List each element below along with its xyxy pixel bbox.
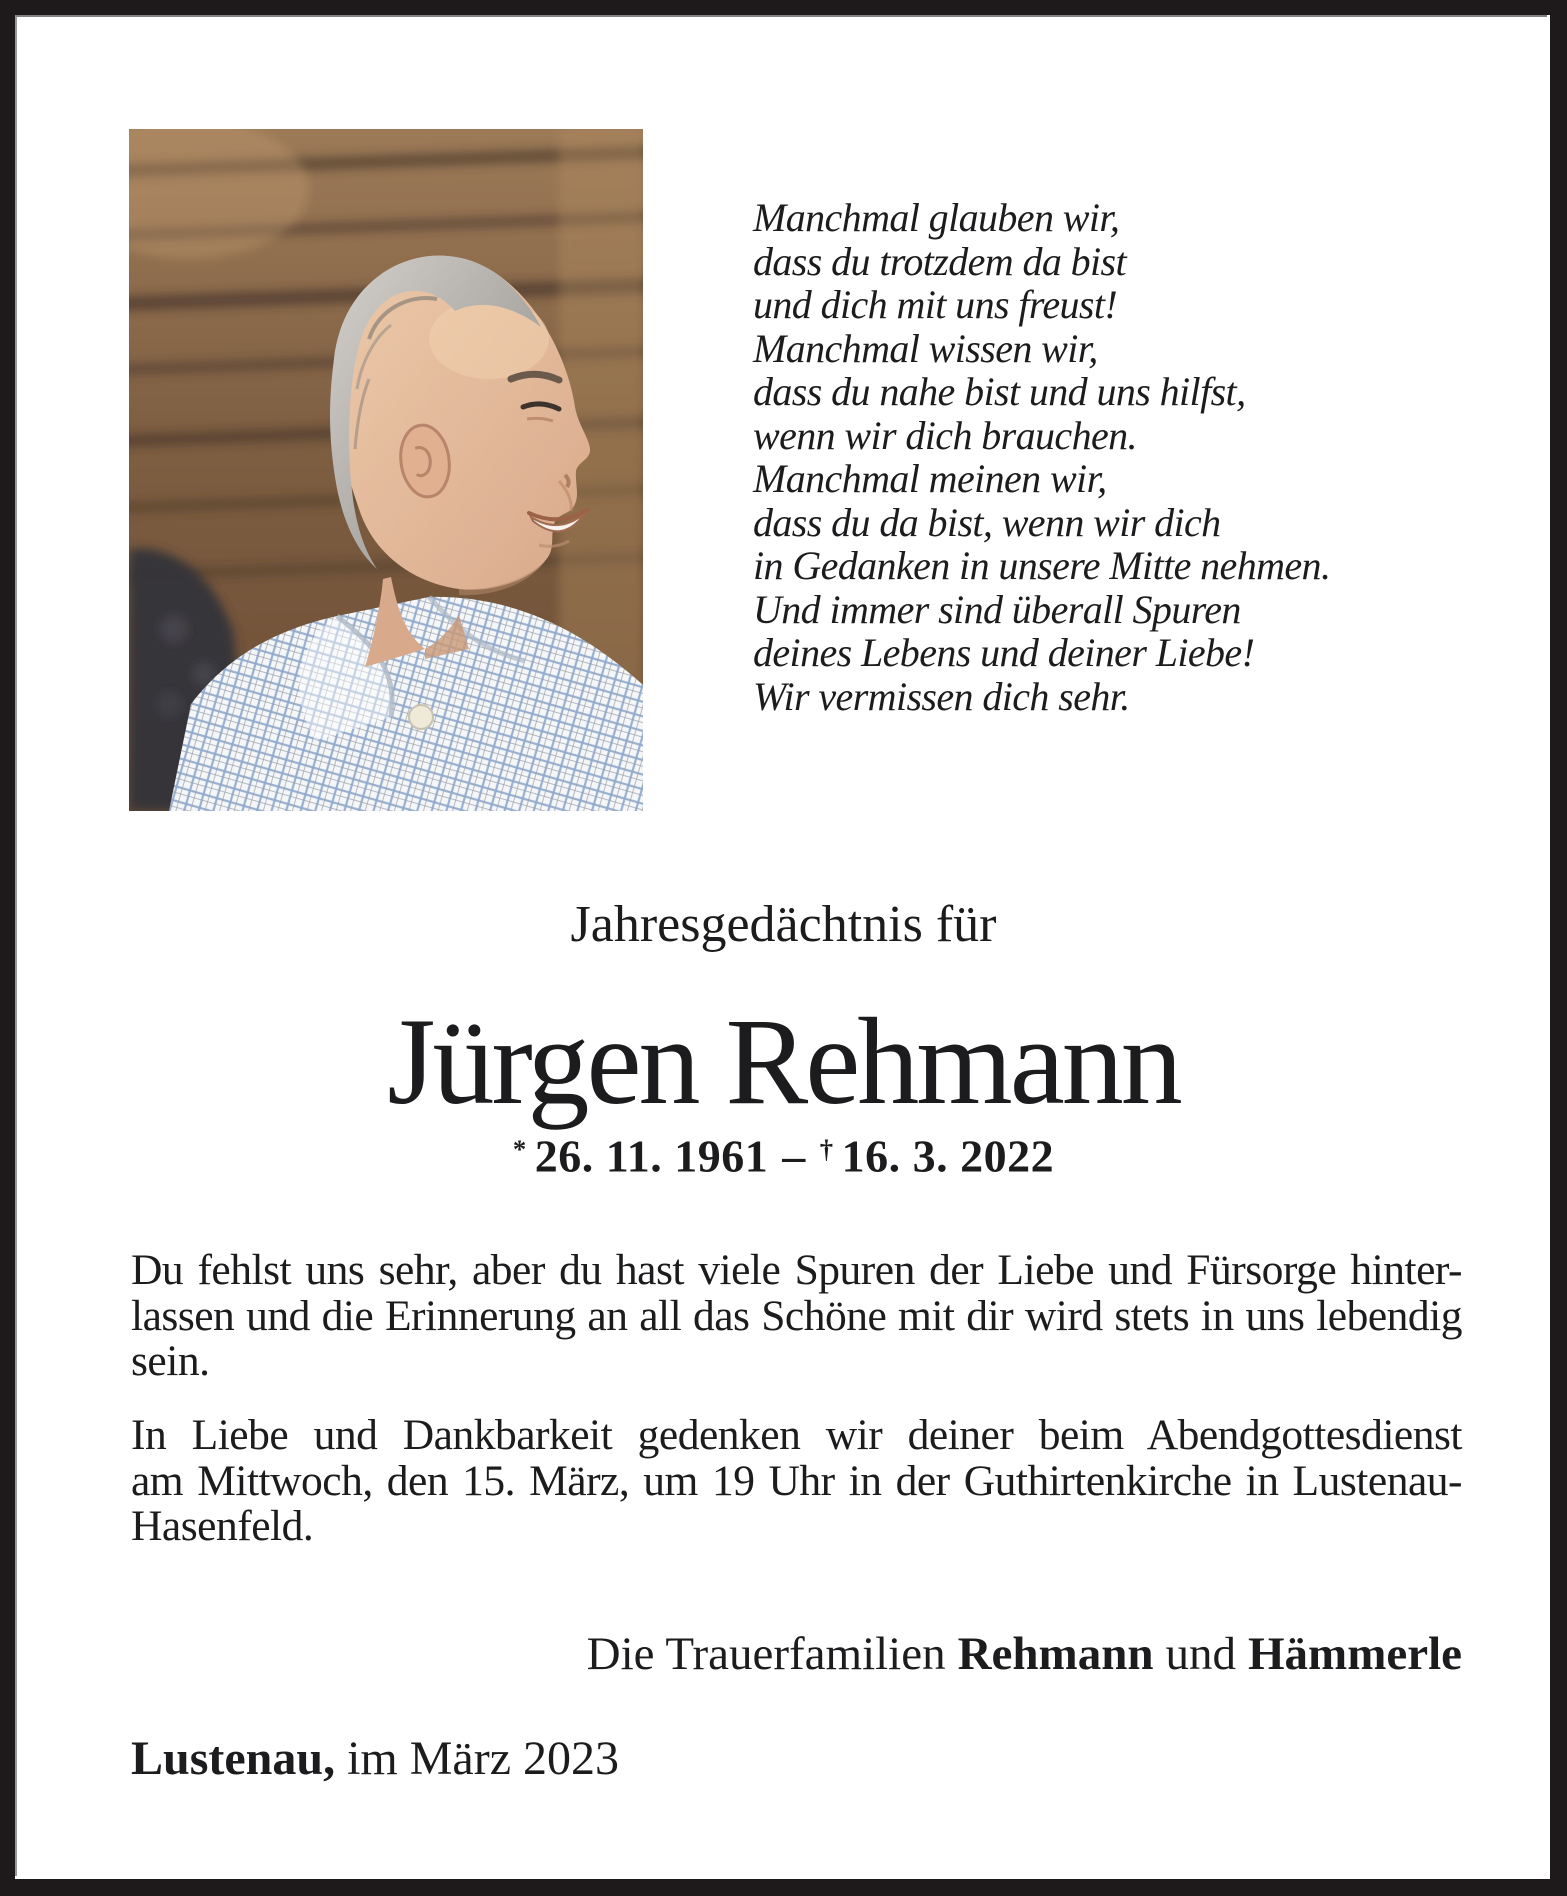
- place-name: Lustenau,: [131, 1732, 336, 1785]
- dates-separator: –: [782, 1130, 806, 1182]
- text-line: dass du da bist, wenn wir dich: [753, 499, 1221, 545]
- family-name-haemmerle: Hämmerle: [1247, 1628, 1462, 1680]
- text-line: Manchmal glauben wir,: [753, 195, 1120, 240]
- body-paragraph-remembrance: [131, 1248, 1462, 1385]
- death-dagger-symbol: †: [819, 1134, 834, 1164]
- deceased-name: Jürgen Rehmann: [387, 993, 1180, 1130]
- text-line: Und immer sind überall Spuren: [753, 586, 1241, 632]
- text-line: Manchmal wissen wir,: [753, 325, 1098, 371]
- body-paragraph-service-announcement: [131, 1413, 1462, 1550]
- text-line: sein.: [131, 1337, 210, 1385]
- birth-date: 26. 11. 1961: [534, 1130, 769, 1182]
- text-line: am Mittwoch, den 15. März, um 19 Uhr in der Guthirtenkirche in Lustenau-: [131, 1456, 1462, 1505]
- signature-conjunction: und: [1165, 1628, 1236, 1680]
- birth-star-symbol: *: [512, 1134, 527, 1164]
- text-line: dass du trotzdem da bist: [753, 238, 1127, 284]
- memorial-poem: [753, 195, 1331, 719]
- place-date-line: [131, 1732, 1462, 1786]
- portrait-photo-illustration: [129, 129, 643, 811]
- text-line: Manchmal meinen wir,: [753, 456, 1107, 501]
- family-signature-line: [131, 1628, 1462, 1680]
- text-line: Hasenfeld.: [131, 1502, 314, 1550]
- text-line: Wir vermissen dich sehr.: [753, 673, 1130, 719]
- portrait-photo: [129, 129, 643, 811]
- death-date: 16. 3. 2022: [841, 1130, 1055, 1182]
- signature-prefix: Die Trauerfamilien: [586, 1628, 946, 1680]
- text-line: lassen und die Erinnerung an all das Schöne mit dir wird stets in uns lebendig: [131, 1291, 1462, 1340]
- life-dates: [19, 1124, 1548, 1181]
- text-line: in Gedanken in unsere Mitte nehmen.: [753, 543, 1331, 588]
- text-line: Du fehlst uns sehr, aber du hast viele Spuren der Liebe und Fürsorge hinter-: [131, 1246, 1462, 1294]
- text-line: deines Lebens und deiner Liebe!: [753, 630, 1255, 675]
- text-line: In Liebe und Dankbarkeit gedenken wir deiner beim Abendgottesdienst: [131, 1411, 1462, 1459]
- family-name-rehmann: Rehmann: [957, 1628, 1154, 1680]
- issue-date: im März 2023: [347, 1732, 620, 1785]
- text-line: und dich mit uns freust!: [753, 282, 1118, 327]
- text-line: wenn wir dich brauchen.: [753, 412, 1137, 458]
- occasion-line: Jahresgedächtnis für: [570, 896, 997, 953]
- text-line: dass du nahe bist und uns hilfst,: [753, 369, 1246, 414]
